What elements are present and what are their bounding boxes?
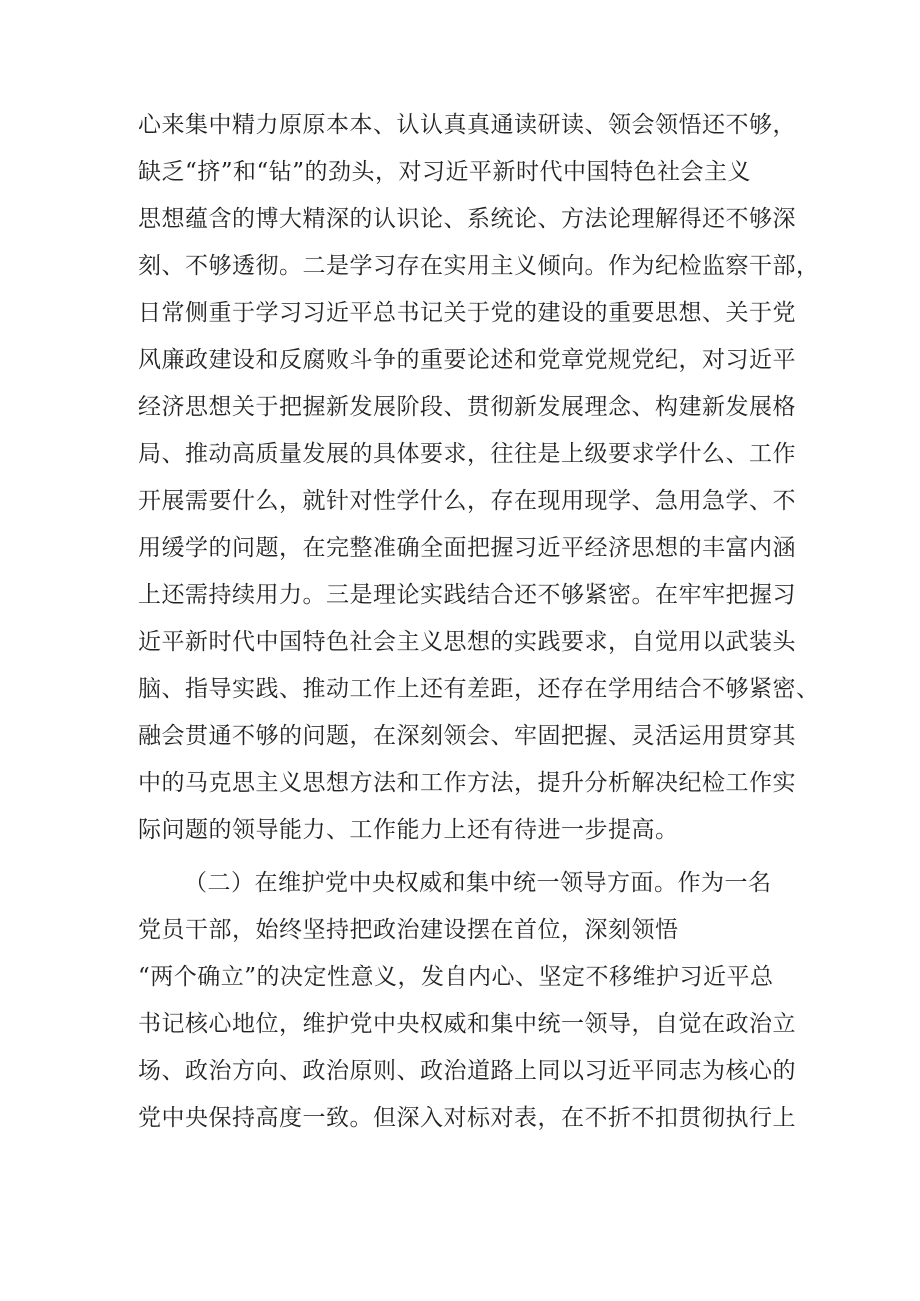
text-line: 局、推动高质量发展的具体要求，往往是上级要求学什么、工作	[138, 441, 796, 467]
text-line: 思想蕴含的博大精深的认识论、系统论、方法论理解得还不够深	[138, 206, 796, 232]
text-line: 书记核心地位，维护党中央权威和集中统一领导，自觉在政治立	[138, 1011, 796, 1037]
document-body	[138, 102, 820, 1142]
text-line: 近平新时代中国特色社会主义思想的实践要求，自觉用以武装头	[138, 629, 796, 655]
text-line: 开展需要什么，就针对性学什么，存在现用现学、急用急学、不	[138, 488, 796, 514]
text-line: 刻、不够透彻。二是学习存在实用主义倾向。作为纪检监察干部，	[138, 253, 820, 279]
text-line: “两个确立”的决定性意义，发自内心、坚定不移维护习近平总	[138, 964, 774, 990]
text-line: 场、政治方向、政治原则、政治道路上同以习近平同志为核心的	[138, 1058, 796, 1084]
text-line: 用缓学的问题，在完整准确全面把握习近平经济思想的丰富内涵	[138, 535, 796, 561]
text-line: 党员干部，始终坚持把政治建设摆在首位，深刻领悟	[138, 917, 679, 943]
paragraph-2	[138, 860, 796, 1142]
text-line: 脑、指导实践、推动工作上还有差距，还存在学用结合不够紧密、	[138, 676, 820, 702]
text-line: 经济思想关于把握新发展阶段、贯彻新发展理念、构建新发展格	[138, 394, 796, 420]
text-line: 上还需持续用力。三是理论实践结合还不够紧密。在牢牢把握习	[138, 582, 796, 608]
text-line: 风廉政建设和反腐败斗争的重要论述和党章党规党纪，对习近平	[138, 347, 796, 373]
text-line: 融会贯通不够的问题，在深刻领会、牢固把握、灵活运用贯穿其	[138, 723, 796, 749]
paragraph-1	[138, 102, 820, 854]
text-line: 缺乏“挤”和“钻”的劲头，对习近平新时代中国特色社会主义	[138, 159, 752, 185]
text-line: 中的马克思主义思想方法和工作方法，提升分析解决纪检工作实	[138, 770, 796, 796]
text-line-indented: （二）在维护党中央权威和集中统一领导方面。作为一名	[184, 870, 772, 896]
text-line: 心来集中精力原原本本、认认真真通读研读、领会领悟还不够，	[138, 112, 796, 138]
text-line: 党中央保持高度一致。但深入对标对表，在不折不扣贯彻执行上	[138, 1105, 796, 1131]
text-line: 际问题的领导能力、工作能力上还有待进一步提高。	[138, 817, 679, 843]
text-line: 日常侧重于学习习近平总书记关于党的建设的重要思想、关于党	[138, 300, 796, 326]
